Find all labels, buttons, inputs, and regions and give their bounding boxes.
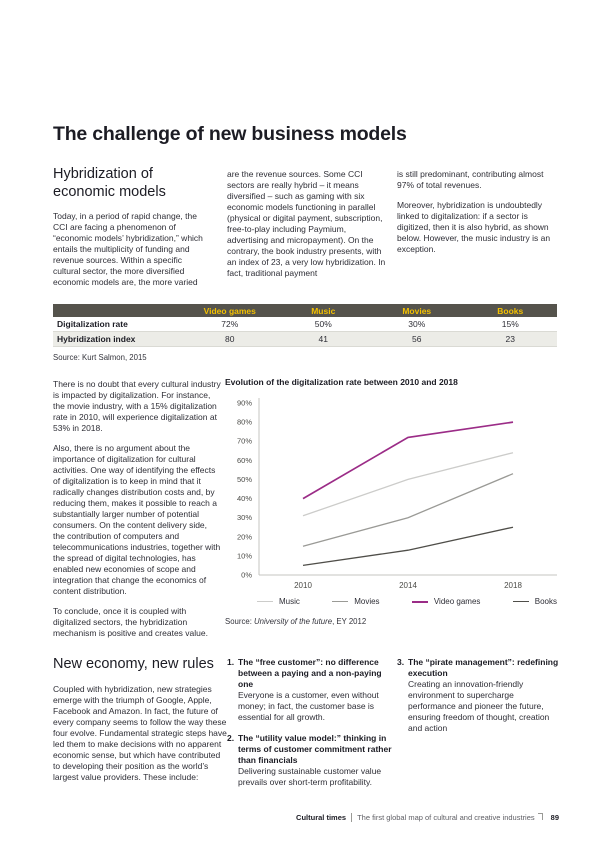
numbered-list-item <box>227 657 392 723</box>
section-heading-hybridization: Hybridization of economic models <box>53 166 166 200</box>
y-tick-label: 60% <box>236 455 252 465</box>
list-item-content <box>238 657 392 723</box>
numbered-list-column-2 <box>397 657 562 744</box>
digitalization-chart-svg <box>225 393 560 593</box>
list-item-title: The “utility value model:” thinking in terms of customer commitment rather than financials <box>238 733 392 765</box>
table-cell: 72% <box>221 319 239 329</box>
numbered-list-item <box>397 657 562 734</box>
list-item-body: Creating an innovation-friendly environment to supercharge performance and pioneer the future, ensuring freedom of thought, creation and action <box>408 679 550 733</box>
legend-label: Video games <box>433 597 481 606</box>
table-source: Source: Kurt Salmon, 2015 <box>53 353 147 362</box>
section-hybridization-column-2 <box>227 169 389 288</box>
body-paragraph: is still predominant, contributing almost 97% of total revenues. <box>397 169 544 190</box>
legend-line-swatch <box>332 601 348 602</box>
chart-title: Evolution of the digitalization rate between 2010 and 2018 <box>225 377 458 387</box>
legend-label: Music <box>279 597 300 606</box>
list-item-number: 1. <box>227 657 235 667</box>
legend-line-swatch <box>513 601 529 602</box>
y-tick-label: 30% <box>236 513 252 523</box>
numbered-list-column-1 <box>227 657 392 798</box>
table-cell: 23 <box>505 334 515 344</box>
page-title: The challenge of new business models <box>53 123 407 145</box>
list-item-content <box>238 733 392 788</box>
body-paragraph: Today, in a period of rapid change, the CCI are facing a phenomenon of “economic models’ hybridization,” which entails the multiplicity of funding and revenue sources. Within a specific cultural sector, the more diversified economic models are, the more varied <box>53 211 203 287</box>
chart-source-name: University of the future <box>254 617 333 626</box>
table-cell: 15% <box>501 319 519 329</box>
table-header-cell: Movies <box>402 305 432 316</box>
list-item-content <box>408 657 562 734</box>
chart-legend <box>257 597 557 606</box>
footer-brand: Cultural times <box>296 813 347 822</box>
legend-item-music <box>257 597 300 606</box>
table-cell: 30% <box>408 319 426 329</box>
y-tick-label: 90% <box>236 398 252 408</box>
table-cell: 56 <box>412 334 422 344</box>
footer-corner-mark <box>538 813 543 820</box>
y-tick-label: 0% <box>241 570 252 580</box>
list-item-title: The “free customer”: no difference between a paying and a non-paying one <box>238 657 382 689</box>
list-item-title: The “pirate management”: redefining execution <box>408 657 559 678</box>
y-tick-label: 80% <box>236 417 252 427</box>
table-row-label: Hybridization index <box>57 334 136 344</box>
analysis-column <box>53 379 221 648</box>
body-paragraph: Also, there is no argument about the importance of digitalization for cultural activities. One way of identifying the effects of digitalization is to keep in mind that it radically changes distribution costs and, by reducing them, makes it possible to reach a substantially larger number of potential consumers. On the content delivery side, the contribution of computers and telecommunications industries, together with the spread of digital technologies, has enabled new economies of scope and integration that change the economics of content distribution. <box>53 443 221 596</box>
table-row <box>53 332 557 347</box>
footer-divider <box>351 813 352 822</box>
x-tick-label: 2010 <box>294 581 312 590</box>
section-heading-new-economy: New economy, new rules <box>53 656 214 672</box>
footer-subtitle: The first global map of cultural and creative industries <box>357 813 535 822</box>
chart-source <box>225 617 560 626</box>
series-line-movies <box>303 474 513 547</box>
body-paragraph: Moreover, hybridization is undoubtedly linked to digitalization: if a sector is digitized, then it is also hybrid, as shown below. However, the music industry is an exception. <box>397 200 551 254</box>
table-header-cell: Books <box>497 305 524 316</box>
digitalization-chart <box>225 377 560 626</box>
body-paragraph: are the revenue sources. Some CCI sectors are really hybrid – it means diversified – such as gaming with six economic models functioning in parallel (physical or digital payment, subscription, free-to-play including Paymium, advertising and micropayment). On the contrary, the book industry presents, with an index of 23, a very low hybridization. In fact, traditional payment <box>227 169 386 278</box>
digitalization-table <box>53 304 557 347</box>
legend-line-swatch <box>412 601 428 603</box>
table-cell: 41 <box>318 334 328 344</box>
list-item-body: Delivering sustainable customer value prevails over short-term profitability. <box>238 766 382 787</box>
x-tick-label: 2018 <box>504 581 522 590</box>
chart-source-suffix: , EY 2012 <box>332 617 367 626</box>
table-header-row <box>53 304 557 317</box>
y-tick-label: 40% <box>236 494 252 504</box>
table-row-label: Digitalization rate <box>57 319 128 329</box>
table-header-cell: Video games <box>203 305 256 316</box>
body-paragraph: To conclude, once it is coupled with digitalized sectors, the hybridization mechanism is positive and creates value. <box>53 606 208 638</box>
legend-label: Books <box>534 597 557 606</box>
body-paragraph: There is no doubt that every cultural industry is impacted by digitalization. For instance, the movie industry, with a 15% digitalization rate in 2010, will experience digitalization at 53% in 2018. <box>53 379 221 433</box>
list-item-number: 2. <box>227 733 235 743</box>
table-header-cell: Music <box>311 305 336 316</box>
section-hybridization-column-3 <box>397 169 559 264</box>
y-tick-label: 50% <box>236 474 252 484</box>
series-line-books <box>303 527 513 565</box>
table-cell: 80 <box>225 334 235 344</box>
y-tick-label: 10% <box>236 551 252 561</box>
chart-source-prefix: Source: <box>225 617 255 626</box>
y-tick-label: 70% <box>236 436 252 446</box>
legend-label: Movies <box>354 597 380 606</box>
numbered-list-item <box>227 733 392 788</box>
list-item-number: 3. <box>397 657 405 667</box>
legend-item-video-games <box>412 597 481 606</box>
x-tick-label: 2014 <box>399 581 417 590</box>
section-hybridization-column-1 <box>53 165 203 297</box>
table-cell: 50% <box>314 319 332 329</box>
y-tick-label: 20% <box>236 532 252 542</box>
list-item-body: Everyone is a customer, even without money; in fact, the customer base is essential for all growth. <box>238 690 379 722</box>
table-row <box>53 317 557 332</box>
series-line-music <box>303 453 513 516</box>
new-economy-intro: Coupled with hybridization, new strategies emerge with the triumph of Google, Apple, Facebook and Amazon. In fact, the future of every company seems to follow the way these four evolve. Fundamental strategic steps have led them to make decisions with no apparent economic sense, but which have contributed to developing their position as the world’s largest value providers. These include: <box>53 684 227 782</box>
page-footer <box>296 813 559 822</box>
legend-line-swatch <box>257 601 273 602</box>
legend-item-movies <box>332 597 379 606</box>
page-number: 89 <box>550 813 559 822</box>
legend-item-books <box>513 597 557 606</box>
